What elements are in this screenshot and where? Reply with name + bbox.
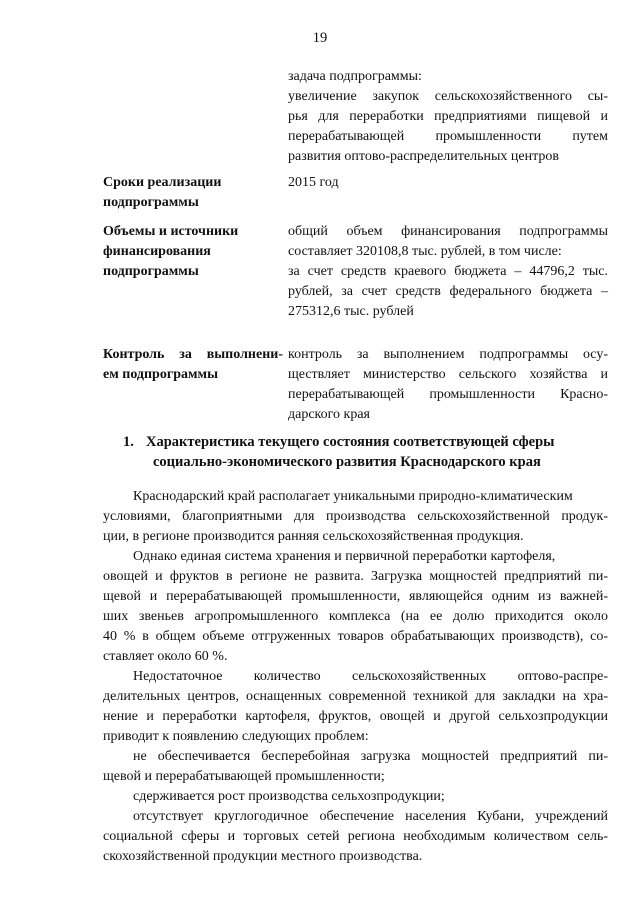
- funding-value-line: составляет 320108,8 тыс. рублей, в том числе:: [288, 244, 562, 259]
- body-line: делительных центров, оснащенных современной техникой для закладки на хра-: [103, 689, 608, 704]
- passport-row-term: [103, 173, 608, 213]
- body-line: ции, в регионе производится ранняя сельскохозяйственная продукция.: [103, 529, 524, 544]
- body-line: Недостаточное количество сельскохозяйственных оптово-распре-: [133, 669, 608, 684]
- term-label: [103, 173, 283, 213]
- passport-row-funding: [103, 222, 608, 322]
- control-label-line: Контроль за выполнени-: [103, 347, 283, 362]
- funding-label-line: Объемы и источники: [103, 224, 239, 239]
- task-line: перерабатывающей промышленности путем: [288, 129, 608, 144]
- body-line: не обеспечивается бесперебойная загрузка мощностей предприятий пи-: [133, 749, 608, 764]
- section-number: 1.: [123, 434, 134, 450]
- funding-value: [288, 222, 608, 322]
- control-value-line: ществляет министерство сельского хозяйства и: [288, 367, 608, 382]
- funding-value-line: за счет средств краевого бюджета – 44796,2 тыс.: [288, 264, 608, 279]
- body-line: социальной сферы и торговых сетей региона необходимым количеством сель-: [103, 829, 608, 844]
- control-value: [288, 345, 608, 425]
- task-value: [288, 67, 608, 167]
- body-line: щевой и перерабатывающей промышленности, являющейся одним из важней-: [103, 589, 608, 604]
- passport-row-control: [103, 345, 608, 425]
- passport-row-task: [103, 67, 608, 167]
- body-line: ставляет около 60 %.: [103, 649, 228, 664]
- page-number: 19: [312, 30, 328, 46]
- control-value-line: дарского края: [288, 407, 370, 422]
- body-line: нение и переработки картофеля, фруктов, овощей и другой сельхозпродукции: [103, 709, 608, 724]
- body-line: скохозяйственной продукции местного производства.: [103, 849, 423, 864]
- body-line: приводит к появлению следующих проблем:: [103, 729, 369, 744]
- body-line: Однако единая система хранения и первичной переработки картофеля,: [133, 549, 556, 564]
- body-line: 40 % в общем объеме отгруженных товаров обрабатывающих производств), со-: [103, 629, 608, 644]
- body-line: ших звеньев агропромышленного комплекса (на ее долю приходится около: [103, 609, 608, 624]
- control-label-line: ем подпрограммы: [103, 367, 218, 382]
- funding-label-line: финансирования: [103, 244, 211, 259]
- body-text: [103, 487, 608, 867]
- section-title-line: Характеристика текущего состояния соответствующей сферы: [146, 434, 555, 450]
- section-title-line: социально-экономического развития Краснодарского края: [153, 454, 541, 470]
- body-line: условиями, благоприятными для производства сельскохозяйственной продук-: [103, 509, 608, 524]
- body-line: отсутствует круглогодичное обеспечение населения Кубани, учреждений: [133, 809, 608, 824]
- body-line: овощей и фруктов в регионе не развита. Загрузка мощностей предприятий пи-: [103, 569, 608, 584]
- funding-value-line: рублей, за счет средств федерального бюджета –: [288, 284, 608, 299]
- funding-label-line: подпрограммы: [103, 264, 199, 279]
- task-line: рья для переработки предприятиями пищевой и: [288, 109, 608, 124]
- body-line: щевой и перерабатывающей промышленности;: [103, 769, 385, 784]
- task-line: развития оптово-распределительных центров: [288, 149, 559, 164]
- funding-value-line: 275312,6 тыс. рублей: [288, 304, 414, 319]
- body-line: Краснодарский край располагает уникальными природно-климатическим: [133, 489, 573, 504]
- task-line: задача подпрограммы:: [288, 69, 422, 84]
- term-value: [288, 173, 608, 193]
- funding-label: [103, 222, 283, 282]
- term-label-line: подпрограммы: [103, 195, 199, 210]
- funding-value-line: общий объем финансирования подпрограммы: [288, 224, 608, 239]
- control-value-line: контроль за выполнением подпрограммы осу-: [288, 347, 608, 362]
- term-value-line: 2015 год: [288, 175, 339, 190]
- task-line: увеличение закупок сельскохозяйственного сы-: [288, 89, 608, 104]
- control-value-line: перерабатывающей промышленности Красно-: [288, 387, 608, 402]
- term-label-line: Сроки реализации: [103, 175, 222, 190]
- body-line: сдерживается рост производства сельхозпродукции;: [133, 789, 445, 804]
- control-label: [103, 345, 283, 385]
